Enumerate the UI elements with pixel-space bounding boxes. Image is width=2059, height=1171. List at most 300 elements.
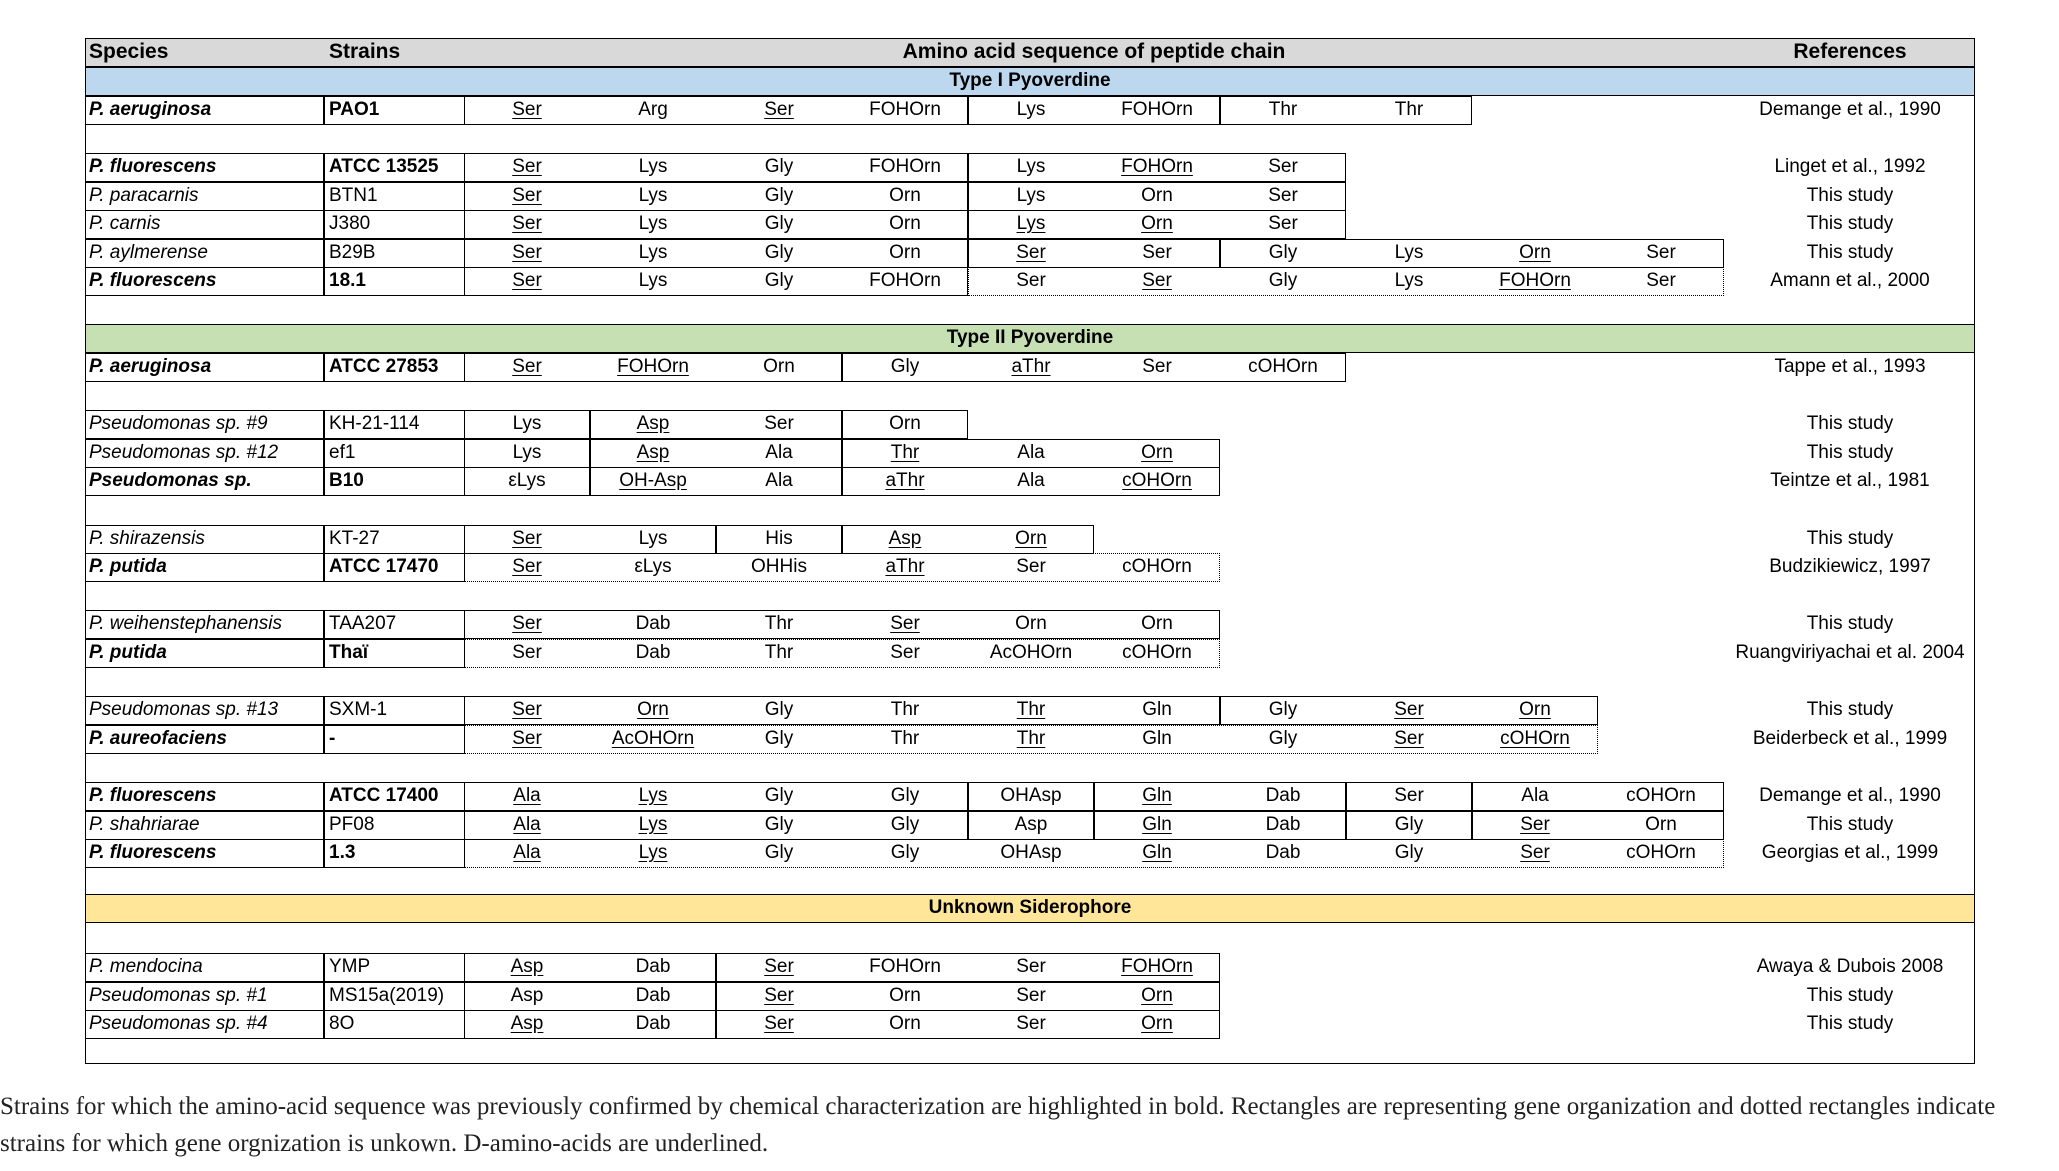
amino-acid-cell: Ser [1142, 242, 1172, 263]
species-strain-divider [323, 1010, 325, 1039]
gene-organization-rectangle [1220, 96, 1472, 125]
species-cell: P. fluorescens [89, 842, 217, 863]
amino-acid-cell: Thr [890, 728, 920, 749]
amino-acid-cell: FOHOrn [1121, 956, 1193, 977]
amino-acid-cell: Orn [889, 985, 921, 1006]
amino-acid-cell: Ser [1520, 842, 1550, 863]
gene-organization-rectangle [968, 210, 1346, 239]
amino-acid-cell: Gly [890, 842, 920, 863]
amino-acid-cell: Orn [889, 1013, 921, 1034]
strain-cell: SXM-1 [329, 699, 388, 720]
species-strain-divider [323, 467, 325, 496]
reference-cell: This study [1806, 985, 1894, 1006]
species-cell: P. paracarnis [89, 185, 199, 206]
species-cell: P. weihenstephanensis [89, 613, 282, 634]
amino-acid-cell: Ser [512, 356, 542, 377]
species-strain-divider [323, 725, 325, 754]
amino-acid-cell: Lys [1016, 99, 1046, 120]
amino-acid-cell: Ser [764, 99, 794, 120]
amino-acid-cell: Gly [1394, 814, 1424, 835]
amino-acid-cell: cOHOrn [1122, 642, 1192, 663]
amino-acid-cell: cOHOrn [1626, 842, 1696, 863]
amino-acid-cell: Asp [510, 985, 544, 1006]
gene-organization-rectangle [968, 182, 1346, 211]
species-cell: P. shahriarae [89, 814, 200, 835]
reference-cell: This study [1806, 442, 1894, 463]
amino-acid-cell: Lys [638, 270, 668, 291]
amino-acid-cell: Lys [1394, 270, 1424, 291]
amino-acid-cell: Ala [513, 842, 541, 863]
amino-acid-cell: aThr [885, 556, 925, 577]
header-sequence: Amino acid sequence of peptide chain [902, 40, 1286, 63]
species-strain-divider [323, 410, 325, 439]
amino-acid-cell: Orn [889, 213, 921, 234]
reference-cell: Tappe et al., 1993 [1774, 356, 1926, 377]
amino-acid-cell: Ser [512, 728, 542, 749]
amino-acid-cell: Gly [1394, 842, 1424, 863]
amino-acid-cell: Lys [638, 842, 668, 863]
species-strain-cell-border [85, 982, 465, 1011]
strain-cell: TAA207 [329, 613, 397, 634]
amino-acid-cell: εLys [634, 556, 672, 577]
reference-cell: Amann et al., 2000 [1770, 270, 1930, 291]
gene-organization-rectangle [716, 982, 1220, 1011]
gene-organization-rectangle [716, 525, 842, 554]
species-cell: Pseudomonas sp. #1 [89, 985, 268, 1006]
species-cell: Pseudomonas sp. #4 [89, 1013, 268, 1034]
amino-acid-cell: Ser [512, 242, 542, 263]
species-strain-divider [323, 239, 325, 268]
amino-acid-cell: Lys [1394, 242, 1424, 263]
strain-cell: PF08 [329, 814, 375, 835]
amino-acid-cell: Lys [512, 442, 542, 463]
strain-cell: KT-27 [329, 528, 380, 549]
amino-acid-cell: Ser [512, 528, 542, 549]
amino-acid-cell: Gly [764, 728, 794, 749]
amino-acid-cell: Orn [1141, 442, 1173, 463]
species-cell: P. aeruginosa [89, 99, 212, 120]
strain-cell: ATCC 13525 [329, 156, 439, 177]
gene-organization-rectangle [968, 782, 1094, 811]
species-strain-cell-border [85, 553, 465, 582]
reference-cell: This study [1806, 699, 1894, 720]
species-cell: P. aeruginosa [89, 356, 212, 377]
species-strain-divider [323, 153, 325, 182]
amino-acid-cell: Ser [1016, 556, 1046, 577]
amino-acid-cell: Gly [890, 356, 920, 377]
gene-organization-rectangle [1346, 811, 1472, 840]
species-strain-divider [323, 553, 325, 582]
amino-acid-cell: Orn [1141, 1013, 1173, 1034]
amino-acid-cell: Ser [512, 642, 542, 663]
gene-organization-rectangle [464, 610, 1220, 639]
amino-acid-cell: Gly [764, 785, 794, 806]
amino-acid-cell: cOHOrn [1500, 728, 1570, 749]
amino-acid-cell: Thr [890, 442, 920, 463]
amino-acid-cell: Ser [512, 99, 542, 120]
species-cell: P. aureofaciens [89, 728, 228, 749]
strain-cell: B29B [329, 242, 376, 263]
amino-acid-cell: AcOHOrn [611, 728, 695, 749]
amino-acid-cell: Gly [764, 242, 794, 263]
species-strain-cell-border [85, 96, 465, 125]
amino-acid-cell: aThr [885, 470, 925, 491]
amino-acid-cell: Ser [890, 642, 920, 663]
gene-organization-rectangle [464, 782, 968, 811]
species-cell: Pseudomonas sp. #9 [89, 413, 268, 434]
amino-acid-cell: FOHOrn [617, 356, 689, 377]
gene-organization-rectangle [1094, 811, 1346, 840]
species-strain-cell-border [85, 1010, 465, 1039]
reference-cell: This study [1806, 185, 1894, 206]
amino-acid-cell: Orn [889, 413, 921, 434]
species-strain-cell-border [85, 182, 465, 211]
amino-acid-cell: Ala [1017, 442, 1045, 463]
strain-cell: BTN1 [329, 185, 378, 206]
species-cell: P. putida [89, 642, 167, 663]
amino-acid-cell: Ser [1394, 699, 1424, 720]
gene-organization-rectangle [1472, 782, 1724, 811]
amino-acid-cell: OHAsp [1000, 785, 1062, 806]
amino-acid-cell: FOHOrn [1499, 270, 1571, 291]
amino-acid-cell: Ser [1646, 242, 1676, 263]
amino-acid-cell: Orn [1141, 613, 1173, 634]
amino-acid-cell: Gln [1142, 699, 1172, 720]
amino-acid-cell: AcOHOrn [989, 642, 1073, 663]
amino-acid-cell: Ser [1394, 728, 1424, 749]
amino-acid-cell: Ser [512, 699, 542, 720]
reference-cell: Teintze et al., 1981 [1770, 470, 1930, 491]
gene-organization-rectangle [968, 267, 1724, 296]
gene-organization-rectangle [464, 182, 968, 211]
amino-acid-cell: Orn [1519, 242, 1551, 263]
amino-acid-cell: Ser [512, 213, 542, 234]
amino-acid-cell: Ser [1142, 356, 1172, 377]
species-strain-cell-border [85, 953, 465, 982]
species-strain-cell-border [85, 639, 465, 668]
gene-organization-rectangle [590, 439, 842, 468]
amino-acid-cell: Orn [889, 185, 921, 206]
section-type1-band: Type I Pyoverdine [85, 67, 1975, 96]
gene-organization-rectangle [464, 267, 968, 296]
species-strain-divider [323, 267, 325, 296]
gene-organization-rectangle [464, 839, 1724, 868]
amino-acid-cell: Dab [635, 642, 671, 663]
amino-acid-cell: FOHOrn [869, 956, 941, 977]
figure-caption: Strains for which the amino-acid sequence was previously confirmed by chemical characterization are highlighted in bold. Rectangles are representing gene organization and dotted rectangles indicate strains for which gene orgnization is unkown. D-amino-acids are underlined. [0, 1093, 1996, 1157]
gene-organization-rectangle [842, 353, 1346, 382]
reference-cell: Awaya & Dubois 2008 [1756, 956, 1944, 977]
amino-acid-cell: Orn [889, 242, 921, 263]
species-strain-cell-border [85, 525, 465, 554]
species-strain-divider [323, 610, 325, 639]
gene-organization-rectangle [464, 525, 716, 554]
amino-acid-cell: Gln [1142, 728, 1172, 749]
reference-cell: This study [1806, 213, 1894, 234]
species-strain-divider [323, 811, 325, 840]
species-strain-divider [323, 210, 325, 239]
strain-cell: Thaï [329, 642, 369, 663]
section-type2-band: Type II Pyoverdine [85, 324, 1975, 353]
amino-acid-cell: Gly [890, 785, 920, 806]
header-species: Species [89, 40, 169, 63]
species-cell: P. mendocina [89, 956, 203, 977]
gene-organization-rectangle [716, 953, 1220, 982]
amino-acid-cell: Orn [1015, 613, 1047, 634]
gene-organization-rectangle [1346, 782, 1472, 811]
gene-organization-rectangle [464, 210, 968, 239]
gene-organization-rectangle [968, 153, 1346, 182]
species-strain-divider [323, 353, 325, 382]
amino-acid-cell: Dab [635, 956, 671, 977]
amino-acid-cell: Lys [1016, 156, 1046, 177]
amino-acid-cell: Asp [1014, 814, 1048, 835]
amino-acid-cell: Ser [1646, 270, 1676, 291]
amino-acid-cell: Lys [638, 242, 668, 263]
amino-acid-cell: Ser [1016, 242, 1046, 263]
species-strain-cell-border [85, 153, 465, 182]
reference-cell: This study [1806, 1013, 1894, 1034]
gene-organization-rectangle [464, 811, 968, 840]
reference-cell: Linget et al., 1992 [1774, 156, 1926, 177]
amino-acid-cell: His [765, 528, 793, 549]
strain-cell: YMP [329, 956, 371, 977]
species-cell: P. aylmerense [89, 242, 208, 263]
species-strain-divider [323, 782, 325, 811]
gene-organization-rectangle [464, 439, 590, 468]
amino-acid-cell: Ser [1268, 185, 1298, 206]
amino-acid-cell: FOHOrn [869, 99, 941, 120]
gene-organization-rectangle [464, 982, 716, 1011]
amino-acid-cell: εLys [508, 470, 546, 491]
amino-acid-cell: Orn [1015, 528, 1047, 549]
amino-acid-cell: Lys [638, 156, 668, 177]
amino-acid-cell: Ser [1394, 785, 1424, 806]
strain-cell: 8O [329, 1013, 355, 1034]
amino-acid-cell: OHHis [751, 556, 807, 577]
amino-acid-cell: Ser [764, 956, 794, 977]
species-strain-cell-border [85, 782, 465, 811]
strain-cell: ef1 [329, 442, 356, 463]
species-strain-divider [323, 982, 325, 1011]
reference-cell: This study [1806, 413, 1894, 434]
gene-organization-rectangle [968, 239, 1220, 268]
amino-acid-cell: Orn [1141, 185, 1173, 206]
amino-acid-cell: Gly [1268, 270, 1298, 291]
amino-acid-cell: Ala [765, 442, 793, 463]
gene-organization-rectangle [968, 96, 1220, 125]
gene-organization-rectangle [464, 1010, 716, 1039]
species-cell: Pseudomonas sp. #12 [89, 442, 279, 463]
gene-organization-rectangle [842, 525, 1094, 554]
species-strain-cell-border [85, 467, 465, 496]
strain-cell: - [329, 728, 336, 749]
amino-acid-cell: Thr [1268, 99, 1298, 120]
amino-acid-cell: Gly [1268, 699, 1298, 720]
amino-acid-cell: Asp [636, 413, 670, 434]
species-strain-cell-border [85, 239, 465, 268]
reference-cell: This study [1806, 242, 1894, 263]
species-strain-cell-border [85, 410, 465, 439]
amino-acid-cell: Gly [764, 270, 794, 291]
strain-cell: J380 [329, 213, 371, 234]
section-unknown-band: Unknown Siderophore [85, 894, 1975, 923]
amino-acid-cell: cOHOrn [1122, 470, 1192, 491]
amino-acid-cell: Ser [1268, 213, 1298, 234]
amino-acid-cell: Gln [1142, 814, 1172, 835]
strain-cell: 1.3 [329, 842, 356, 863]
amino-acid-cell: Ala [513, 814, 541, 835]
gene-organization-rectangle [464, 639, 1220, 668]
amino-acid-cell: Asp [510, 1013, 544, 1034]
species-strain-cell-border [85, 839, 465, 868]
strain-cell: ATCC 17470 [329, 556, 439, 577]
species-cell: P. fluorescens [89, 785, 217, 806]
reference-cell: This study [1806, 814, 1894, 835]
amino-acid-cell: Ser [764, 1013, 794, 1034]
species-cell: P. fluorescens [89, 270, 217, 291]
amino-acid-cell: Ser [512, 613, 542, 634]
species-strain-divider [323, 439, 325, 468]
species-strain-cell-border [85, 439, 465, 468]
species-strain-cell-border [85, 811, 465, 840]
amino-acid-cell: FOHOrn [869, 270, 941, 291]
strain-cell: MS15a(2019) [329, 985, 445, 1006]
amino-acid-cell: Lys [638, 785, 668, 806]
amino-acid-cell: Dab [1265, 814, 1301, 835]
amino-acid-cell: FOHOrn [869, 156, 941, 177]
amino-acid-cell: FOHOrn [1121, 156, 1193, 177]
amino-acid-cell: OH-Asp [619, 470, 687, 491]
amino-acid-cell: Asp [636, 442, 670, 463]
species-strain-cell-border [85, 725, 465, 754]
amino-acid-cell: FOHOrn [1121, 99, 1193, 120]
amino-acid-cell: Gln [1142, 785, 1172, 806]
species-strain-divider [323, 96, 325, 125]
reference-cell: This study [1806, 613, 1894, 634]
species-strain-divider [323, 639, 325, 668]
gene-organization-rectangle [464, 410, 590, 439]
gene-organization-rectangle [842, 439, 1220, 468]
gene-organization-rectangle [464, 553, 1220, 582]
amino-acid-cell: Orn [763, 356, 795, 377]
gene-organization-rectangle [1220, 696, 1598, 725]
strain-cell: 18.1 [329, 270, 366, 291]
header-references: References [1793, 40, 1907, 63]
gene-organization-rectangle [1220, 239, 1724, 268]
amino-acid-cell: Gly [764, 185, 794, 206]
gene-organization-rectangle [1472, 811, 1724, 840]
gene-organization-rectangle [464, 96, 968, 125]
species-cell: P. shirazensis [89, 528, 205, 549]
amino-acid-cell: Lys [638, 528, 668, 549]
reference-cell: This study [1806, 528, 1894, 549]
gene-organization-rectangle [464, 953, 716, 982]
gene-organization-rectangle [464, 725, 1598, 754]
species-cell: P. carnis [89, 213, 161, 234]
amino-acid-cell: Orn [1645, 814, 1677, 835]
amino-acid-cell: Ser [512, 270, 542, 291]
amino-acid-cell: Ser [512, 185, 542, 206]
amino-acid-cell: Gly [764, 814, 794, 835]
amino-acid-cell: Lys [638, 814, 668, 835]
amino-acid-cell: Gly [764, 213, 794, 234]
amino-acid-cell: Orn [1519, 699, 1551, 720]
amino-acid-cell: OHAsp [1000, 842, 1062, 863]
strain-cell: ATCC 27853 [329, 356, 439, 377]
amino-acid-cell: Lys [1016, 213, 1046, 234]
reference-cell: Demange et al., 1990 [1759, 785, 1941, 806]
amino-acid-cell: Ser [512, 156, 542, 177]
amino-acid-cell: Gln [1142, 842, 1172, 863]
gene-organization-rectangle [464, 467, 590, 496]
amino-acid-cell: Asp [510, 956, 544, 977]
species-strain-divider [323, 839, 325, 868]
amino-acid-cell: Dab [635, 985, 671, 1006]
species-cell: Pseudomonas sp. #13 [89, 699, 279, 720]
amino-acid-cell: Lys [638, 213, 668, 234]
gene-organization-rectangle [464, 696, 1220, 725]
amino-acid-cell: Thr [1394, 99, 1424, 120]
amino-acid-cell: aThr [1011, 356, 1051, 377]
strain-cell: KH-21-114 [329, 413, 420, 434]
amino-acid-cell: Asp [888, 528, 922, 549]
header-strains: Strains [329, 40, 401, 63]
amino-acid-cell: Dab [1265, 842, 1301, 863]
gene-organization-rectangle [464, 353, 842, 382]
amino-acid-cell: Orn [1141, 985, 1173, 1006]
gene-organization-rectangle [842, 410, 968, 439]
amino-acid-cell: Ala [1017, 470, 1045, 491]
gene-organization-rectangle [590, 467, 842, 496]
gene-organization-rectangle [842, 467, 1220, 496]
amino-acid-cell: Dab [635, 1013, 671, 1034]
amino-acid-cell: Gly [890, 814, 920, 835]
amino-acid-cell: Thr [1016, 699, 1046, 720]
reference-cell: Ruangviriyachai et al. 2004 [1735, 642, 1965, 663]
amino-acid-cell: cOHOrn [1122, 556, 1192, 577]
amino-acid-cell: Dab [1265, 785, 1301, 806]
amino-acid-cell: Ser [512, 556, 542, 577]
amino-acid-cell: Lys [638, 185, 668, 206]
amino-acid-cell: Ser [764, 413, 794, 434]
gene-organization-rectangle [590, 410, 842, 439]
amino-acid-cell: Ser [1016, 985, 1046, 1006]
amino-acid-cell: Ser [1016, 1013, 1046, 1034]
gene-organization-rectangle [1094, 782, 1346, 811]
amino-acid-cell: cOHOrn [1626, 785, 1696, 806]
amino-acid-cell: Orn [1141, 213, 1173, 234]
species-strain-divider [323, 696, 325, 725]
amino-acid-cell: Ser [1520, 814, 1550, 835]
species-cell: P. fluorescens [89, 156, 217, 177]
gene-organization-rectangle [464, 153, 968, 182]
amino-acid-cell: Lys [512, 413, 542, 434]
amino-acid-cell: Ala [1521, 785, 1549, 806]
amino-acid-cell: Orn [637, 699, 669, 720]
amino-acid-cell: Dab [635, 613, 671, 634]
species-strain-divider [323, 953, 325, 982]
amino-acid-cell: Ala [513, 785, 541, 806]
amino-acid-cell: Gly [764, 156, 794, 177]
species-strain-cell-border [85, 210, 465, 239]
amino-acid-cell: Gly [764, 842, 794, 863]
amino-acid-cell: Thr [1016, 728, 1046, 749]
reference-cell: Budzikiewicz, 1997 [1769, 556, 1931, 577]
amino-acid-cell: Gly [1268, 728, 1298, 749]
amino-acid-cell: Gly [1268, 242, 1298, 263]
species-cell: P. putida [89, 556, 167, 577]
